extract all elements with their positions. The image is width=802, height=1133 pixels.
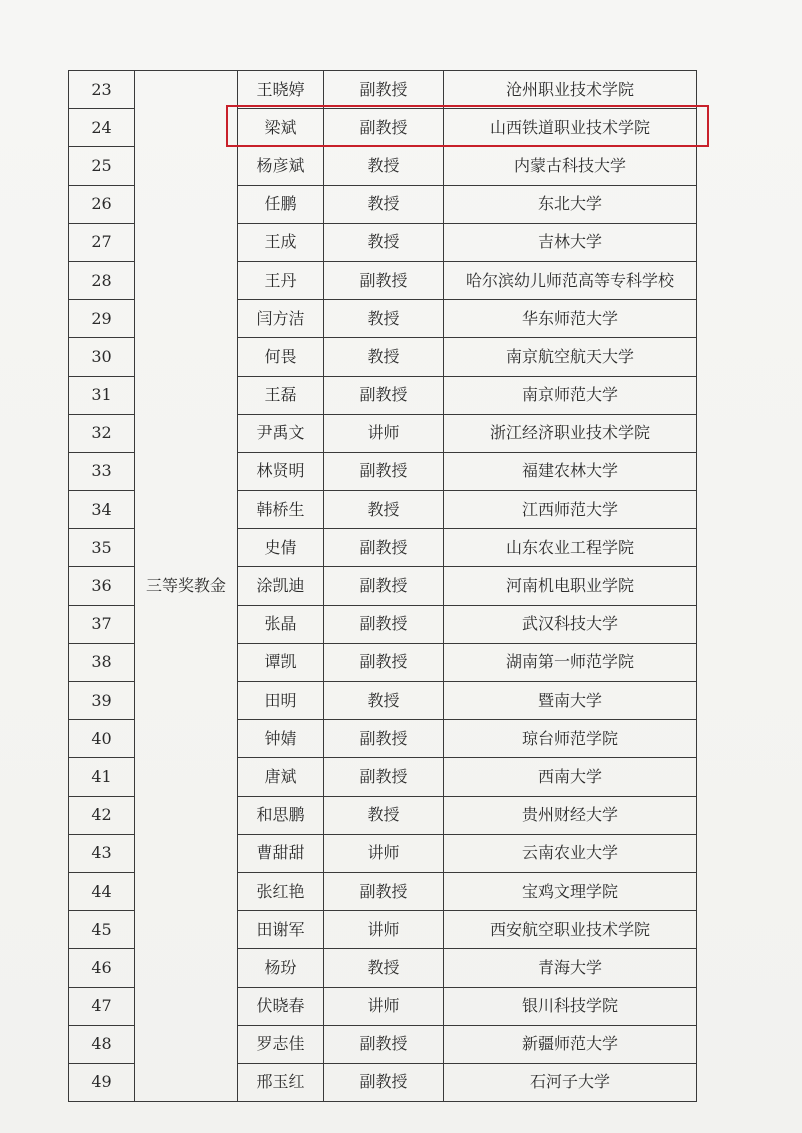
title-cell: 教授 [324,682,444,720]
title-cell: 副教授 [324,643,444,681]
name-cell: 尹禹文 [238,414,324,452]
row-number-cell: 30 [69,338,135,376]
award-category-cell: 三等奖教金 [135,71,238,1102]
title-cell: 讲师 [324,987,444,1025]
name-cell: 曹甜甜 [238,834,324,872]
title-cell: 副教授 [324,452,444,490]
row-number-cell: 29 [69,300,135,338]
title-cell: 教授 [324,147,444,185]
name-cell: 何畏 [238,338,324,376]
school-cell: 武汉科技大学 [444,605,697,643]
name-cell: 伏晓春 [238,987,324,1025]
name-cell: 王成 [238,223,324,261]
school-cell: 南京航空航天大学 [444,338,697,376]
name-cell: 史倩 [238,529,324,567]
row-number-cell: 49 [69,1063,135,1101]
row-number-cell: 32 [69,414,135,452]
row-number-cell: 36 [69,567,135,605]
school-cell: 石河子大学 [444,1063,697,1101]
title-cell: 教授 [324,949,444,987]
row-number-cell: 28 [69,261,135,299]
award-table-body [69,71,697,1102]
school-cell: 吉林大学 [444,223,697,261]
title-cell: 教授 [324,338,444,376]
award-table [68,70,697,1102]
name-cell: 钟婧 [238,720,324,758]
name-cell: 任鹏 [238,185,324,223]
name-cell: 田谢军 [238,911,324,949]
title-cell: 副教授 [324,1063,444,1101]
name-cell: 杨玢 [238,949,324,987]
name-cell: 韩桥生 [238,491,324,529]
name-cell: 张晶 [238,605,324,643]
title-cell: 副教授 [324,109,444,147]
name-cell: 王磊 [238,376,324,414]
title-cell: 副教授 [324,376,444,414]
name-cell: 林贤明 [238,452,324,490]
title-cell: 教授 [324,796,444,834]
row-number-cell: 23 [69,71,135,109]
school-cell: 银川科技学院 [444,987,697,1025]
school-cell: 东北大学 [444,185,697,223]
school-cell: 青海大学 [444,949,697,987]
row-number-cell: 27 [69,223,135,261]
school-cell: 琼台师范学院 [444,720,697,758]
school-cell: 山西铁道职业技术学院 [444,109,697,147]
row-number-cell: 45 [69,911,135,949]
title-cell: 教授 [324,300,444,338]
name-cell: 王晓婷 [238,71,324,109]
row-number-cell: 33 [69,452,135,490]
school-cell: 沧州职业技术学院 [444,71,697,109]
school-cell: 西南大学 [444,758,697,796]
name-cell: 田明 [238,682,324,720]
title-cell: 副教授 [324,1025,444,1063]
row-number-cell: 31 [69,376,135,414]
name-cell: 杨彦斌 [238,147,324,185]
name-cell: 邢玉红 [238,1063,324,1101]
title-cell: 副教授 [324,758,444,796]
school-cell: 浙江经济职业技术学院 [444,414,697,452]
row-number-cell: 35 [69,529,135,567]
row-number-cell: 48 [69,1025,135,1063]
name-cell: 张红艳 [238,872,324,910]
title-cell: 讲师 [324,414,444,452]
name-cell: 梁斌 [238,109,324,147]
row-number-cell: 41 [69,758,135,796]
row-number-cell: 26 [69,185,135,223]
name-cell: 罗志佳 [238,1025,324,1063]
title-cell: 副教授 [324,261,444,299]
school-cell: 华东师范大学 [444,300,697,338]
row-number-cell: 25 [69,147,135,185]
title-cell: 教授 [324,491,444,529]
school-cell: 福建农林大学 [444,452,697,490]
row-number-cell: 37 [69,605,135,643]
school-cell: 暨南大学 [444,682,697,720]
school-cell: 内蒙古科技大学 [444,147,697,185]
name-cell: 和思鹏 [238,796,324,834]
title-cell: 副教授 [324,529,444,567]
title-cell: 副教授 [324,71,444,109]
name-cell: 王丹 [238,261,324,299]
row-number-cell: 38 [69,643,135,681]
school-cell: 新疆师范大学 [444,1025,697,1063]
school-cell: 河南机电职业学院 [444,567,697,605]
row-number-cell: 39 [69,682,135,720]
title-cell: 副教授 [324,605,444,643]
school-cell: 山东农业工程学院 [444,529,697,567]
title-cell: 副教授 [324,567,444,605]
school-cell: 湖南第一师范学院 [444,643,697,681]
title-cell: 讲师 [324,911,444,949]
name-cell: 涂凯迪 [238,567,324,605]
name-cell: 谭凯 [238,643,324,681]
school-cell: 贵州财经大学 [444,796,697,834]
table-row [69,71,697,109]
row-number-cell: 46 [69,949,135,987]
title-cell: 教授 [324,223,444,261]
school-cell: 哈尔滨幼儿师范高等专科学校 [444,261,697,299]
school-cell: 西安航空职业技术学院 [444,911,697,949]
row-number-cell: 42 [69,796,135,834]
name-cell: 唐斌 [238,758,324,796]
title-cell: 教授 [324,185,444,223]
school-cell: 南京师范大学 [444,376,697,414]
title-cell: 副教授 [324,720,444,758]
row-number-cell: 43 [69,834,135,872]
row-number-cell: 34 [69,491,135,529]
row-number-cell: 24 [69,109,135,147]
row-number-cell: 40 [69,720,135,758]
school-cell: 江西师范大学 [444,491,697,529]
school-cell: 宝鸡文理学院 [444,872,697,910]
name-cell: 闫方洁 [238,300,324,338]
title-cell: 副教授 [324,872,444,910]
row-number-cell: 47 [69,987,135,1025]
title-cell: 讲师 [324,834,444,872]
row-number-cell: 44 [69,872,135,910]
school-cell: 云南农业大学 [444,834,697,872]
